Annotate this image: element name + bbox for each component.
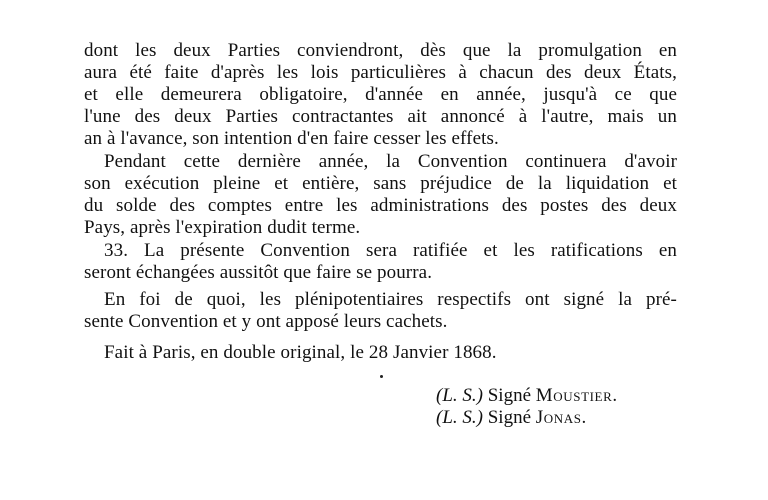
signature-name-2: Jonas. — [535, 407, 587, 428]
seal-mark-2: (L. S.) — [436, 407, 483, 428]
signature-line-2 — [436, 407, 587, 429]
paragraph-3-line-2: seront échangées aussitôt que faire se pourra. — [84, 262, 433, 283]
signature-label-1: Signé — [487, 385, 532, 406]
closing-line: Fait à Paris, en double original, le 28 Janvier 1868. — [104, 342, 497, 363]
paragraph-1-line-4: l'une des deux Parties contractantes ait annoncé à l'autre, mais un — [84, 106, 677, 127]
signature-label-2: Signé — [487, 407, 532, 428]
paragraph-2-line-3: du solde des comptes entre les administrations des postes des deux — [84, 195, 677, 216]
paragraph-1-line-3: et elle demeurera obligatoire, d'année en année, jusqu'à ce que — [84, 84, 677, 105]
seal-mark-1: (L. S.) — [436, 385, 483, 406]
paragraph-2-line-2: son exécution pleine et entière, sans préjudice de la liquidation et — [84, 173, 677, 194]
paragraph-3-line-1: 33. La présente Convention sera ratifiée et les ratifications en — [104, 240, 677, 261]
stray-mark — [380, 375, 383, 378]
signature-line-1 — [436, 385, 618, 407]
paragraph-1-line-1: dont les deux Parties conviendront, dès que la promulgation en — [84, 40, 677, 61]
paragraph-4-line-1: En foi de quoi, les plénipotentiaires respectifs ont signé la pré- — [104, 289, 677, 310]
paragraph-1-line-5: an à l'avance, son intention d'en faire cesser les effets. — [84, 128, 499, 149]
paragraph-2-line-1: Pendant cette dernière année, la Convention continuera d'avoir — [104, 151, 677, 172]
signature-name-1: Moustier. — [535, 385, 618, 406]
paragraph-1-line-2: aura été faite d'après les lois particulières à chacun des deux États, — [84, 62, 677, 83]
paragraph-2-line-4: Pays, après l'expiration dudit terme. — [84, 217, 361, 238]
paragraph-4-line-2: sente Convention et y ont apposé leurs cachets. — [84, 311, 448, 332]
